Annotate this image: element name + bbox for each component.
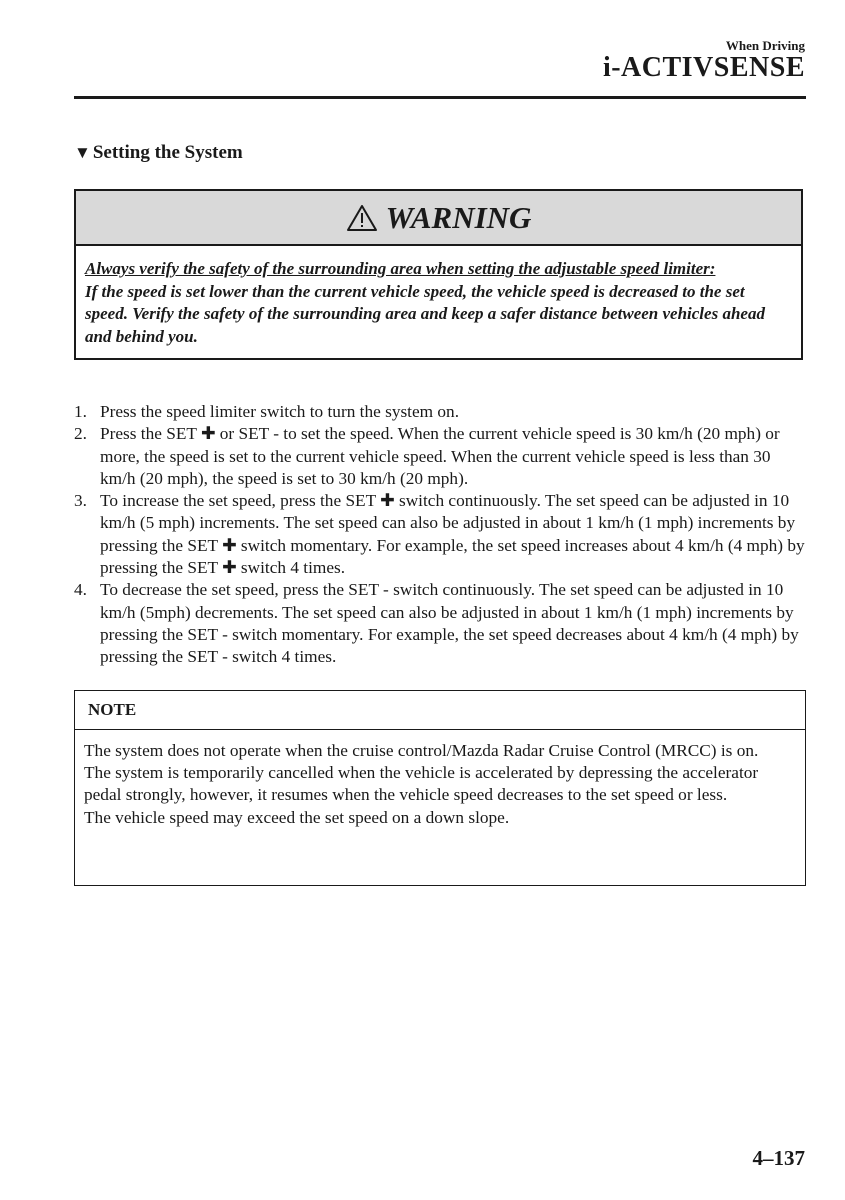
list-item [74, 423, 809, 490]
warning-box [74, 189, 803, 360]
warning-body [76, 246, 801, 358]
note-body [75, 730, 805, 829]
step-text: Press the SET ✚ or SET - to set the speed. When the current vehicle speed is 30 km/h (20 mph) or more, the speed is set to the current vehicle speed. When the current vehicle speed is less than 30 km/h (20 mph), the speed is set to 30 km/h (20 mph). [100, 424, 780, 488]
list-item [74, 490, 809, 579]
warning-header [76, 191, 801, 246]
warning-text: If the speed is set lower than the current vehicle speed, the vehicle speed is decreased to the set speed. Verify the safety of the surrounding area and keep a safer distance between vehicles ahead and behind you. [85, 281, 765, 346]
note-box [74, 690, 806, 886]
section-heading-text: Setting the System [92, 142, 243, 163]
step-number: 2. [74, 424, 87, 444]
section-heading [74, 142, 243, 164]
list-item [74, 401, 809, 423]
note-paragraph: The system does not operate when the cruise control/Mazda Radar Cruise Control (MRCC) is on. [84, 741, 759, 760]
step-text: Press the speed limiter switch to turn the system on. [100, 402, 460, 421]
list-item [74, 579, 809, 668]
step-number: 3. [74, 491, 87, 511]
note-title: NOTE [75, 691, 805, 730]
step-number: 1. [74, 402, 87, 421]
section-header: When Driving [725, 38, 805, 53]
step-text: To increase the set speed, press the SET ✚ switch continuously. The set speed can be adjusted in 10 km/h (5 mph) increments. The set speed can also be adjusted in about 1 km/h (1 mph) increments by pressing the SET ✚ switch momentary. For example, the set speed increases about 4 km/h (4 mph) by pressing the SET ✚ switch 4 times. [100, 491, 805, 578]
steps-list [74, 401, 809, 669]
warning-title: WARNING [385, 199, 532, 235]
page-number: 4–137 [752, 1146, 805, 1170]
step-number: 4. [74, 580, 87, 600]
note-paragraph: The vehicle speed may exceed the set speed on a down slope. [84, 807, 510, 827]
warning-triangle-icon [346, 204, 378, 232]
note-paragraph: The system is temporarily cancelled when the vehicle is accelerated by depressing the accelerator pedal strongly, however, it resumes when the vehicle speed decreases to the set speed or less. [84, 763, 759, 805]
header-divider [74, 96, 806, 99]
warning-underlined-text: Always verify the safety of the surrounding area when setting the adjustable speed limiter: [85, 259, 716, 278]
step-text: To decrease the set speed, press the SET - switch continuously. The set speed can be adjusted in 10 km/h (5mph) decrements. The set speed can also be adjusted in about 1 km/h (1 mph) increments by pressing the SET - switch momentary. For example, the set speed decreases about 4 km/h (4 mph) by pressing the SET - switch 4 times. [100, 580, 799, 667]
chapter-title: i-ACTIVSENSE [602, 52, 805, 83]
triangle-marker-icon: ▼ [74, 143, 91, 162]
